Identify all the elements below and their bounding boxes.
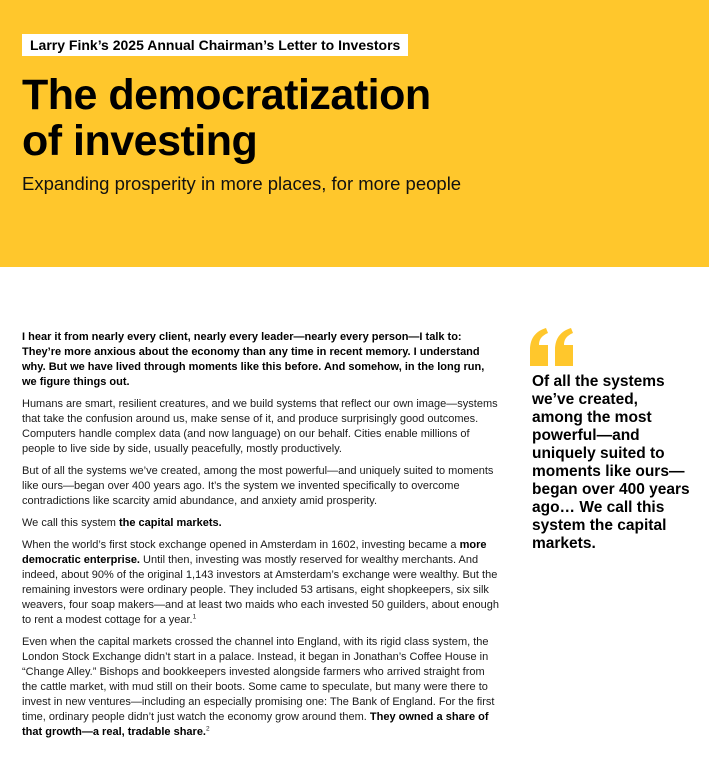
article-body [22, 330, 500, 747]
paragraph-5-text-b: Until then, investing was mostly reserved for wealthy merchants. And indeed, about 90% of the original 1,143 investors at Amsterdam’s exchange were wealthy. But the remaining investors were ordinary people. They included 53 artisans, eight shopkeepers, six silk weavers, four soap makers—and at least two maids who each invested 50 guilders, about enough to rent a modest cottage for a year. [22, 554, 499, 626]
title-line-2: of investing [22, 117, 258, 165]
pull-quote: Of all the systems we’ve created, among the most powerful—and uniquely suited to moments like ours—began over 400 years ago… We call this system the capital markets. [532, 373, 690, 552]
paragraph-5 [22, 538, 500, 628]
democratic-enterprise-emphasis: more democratic enterprise. [22, 539, 487, 566]
paragraph-4 [22, 516, 500, 531]
paragraph-3: But of all the systems we’ve created, among the most powerful—and uniquely suited to moments like ours—began over 400 years ago. It’s the system we invented specifically to overcome contradictions like scarcity amid abundance, and anxiety amid prosperity. [22, 465, 494, 507]
footnote-ref-2: 2 [206, 725, 210, 733]
footnote-ref-1: 1 [192, 613, 197, 621]
paragraph-6-text: Even when the capital markets crossed the channel into England, with its rigid class system, the London Stock Exchange didn’t start in a palace. Instead, it began in Jonathan’s Coffee House in “Change Alley.” Bishops and bookkeepers invested alongside farmers who arrived straight from the cattle market, with mud still on their boots. Some came to speculate, but many were there to invest in new ventures—including an especially promising one: The Bank of England. For the first time, ordinary people didn’t just watch the economy grow around them. [22, 636, 495, 723]
page-subtitle: Expanding prosperity in more places, for more people [22, 173, 462, 194]
capital-markets-emphasis: the capital markets. [119, 517, 222, 529]
tradable-share-emphasis: They owned a share of that growth—a real, tradable share. [22, 711, 489, 738]
paragraph-5-text-a: When the world’s first stock exchange opened in Amsterdam in 1602, investing became a [22, 539, 460, 551]
title-line-1: The democratization [22, 71, 431, 119]
page-title [22, 72, 682, 164]
intro-bold-text: I hear it from nearly every client, nearly every leader—nearly every person—I talk to: They’re more anxious about the economy than any time in recent memory. I understand why. But we have lived through moments like this before. And somehow, in the long run, we figure things out. [22, 331, 485, 388]
paragraph-2: Humans are smart, resilient creatures, and we build systems that reflect our own image—systems that take the confusion around us, make sense of it, and produce surprisingly good outcomes. Computers handle complex data (and now language) on our behalf. Cities enable millions of people to live side by side, usually peacefully, mostly productively. [22, 398, 498, 455]
hero-banner [0, 0, 709, 267]
paragraph-6 [22, 635, 500, 740]
paragraph-4-text: We call this system [22, 517, 119, 529]
quotation-mark-icon [528, 328, 578, 371]
letter-kicker-label: Larry Fink’s 2025 Annual Chairman’s Letter to Investors [22, 34, 408, 56]
intro-paragraph [22, 330, 500, 390]
